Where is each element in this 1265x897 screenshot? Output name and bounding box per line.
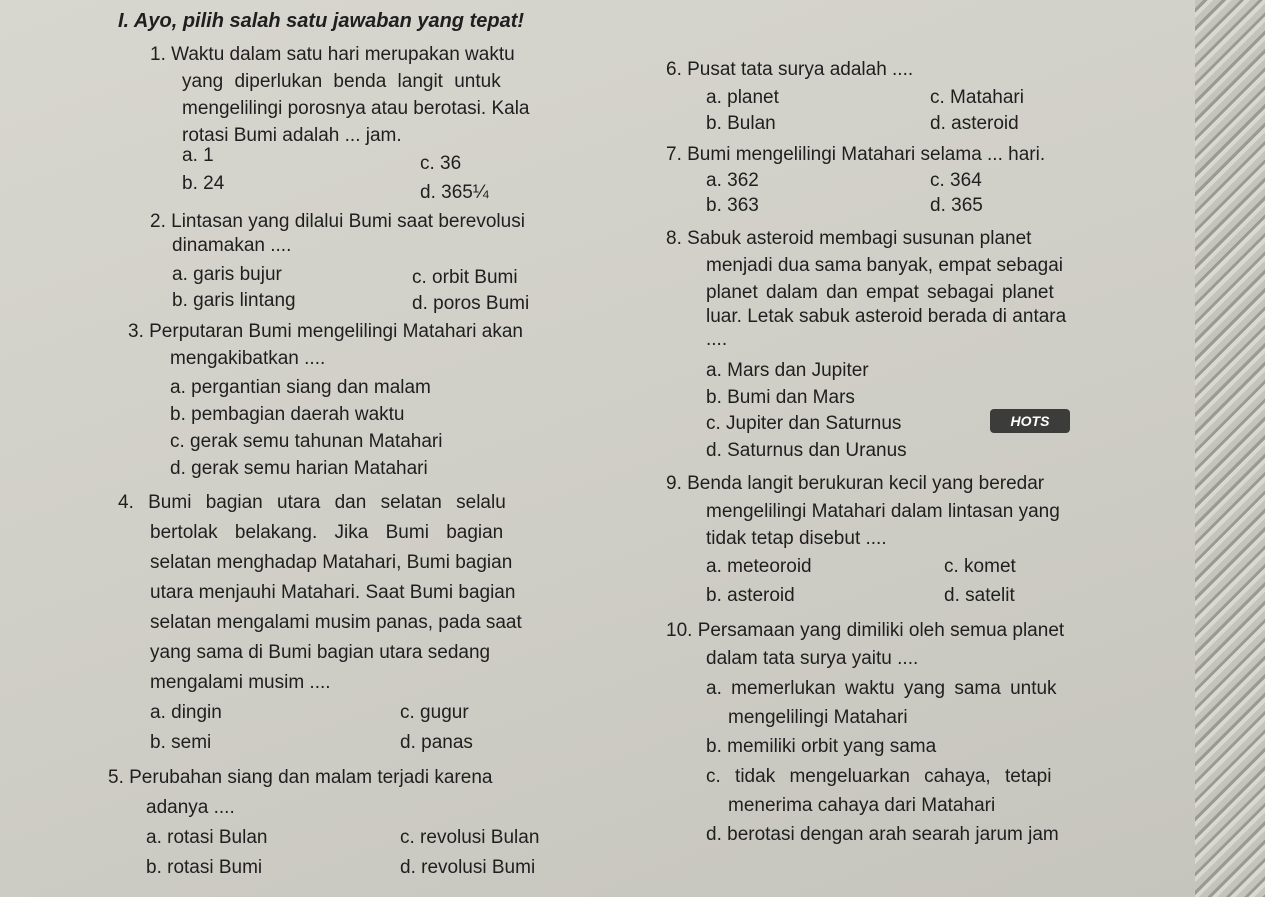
option-1a[interactable]: a. 1 bbox=[182, 145, 214, 166]
option-7a[interactable]: a. 362 bbox=[706, 170, 759, 191]
section-title: I. Ayo, pilih salah satu jawaban yang tepat! bbox=[118, 10, 525, 32]
question-9-text: tidak tetap disebut .... bbox=[706, 528, 887, 549]
option-7d[interactable]: d. 365 bbox=[930, 195, 983, 216]
option-2d[interactable]: d. poros Bumi bbox=[412, 293, 530, 314]
option-2b[interactable]: b. garis lintang bbox=[172, 290, 296, 311]
option-10c-continued: menerima cahaya dari Matahari bbox=[728, 795, 996, 816]
option-3b[interactable]: b. pembagian daerah waktu bbox=[170, 404, 405, 425]
option-9c[interactable]: c. komet bbox=[944, 556, 1016, 577]
question-3-text: mengakibatkan .... bbox=[170, 348, 326, 369]
option-10b[interactable]: b. memiliki orbit yang sama bbox=[706, 736, 937, 757]
question-10-text: 10. Persamaan yang dimiliki oleh semua planet bbox=[666, 620, 1065, 641]
option-2c[interactable]: c. orbit Bumi bbox=[412, 267, 518, 288]
option-8c[interactable]: c. Jupiter dan Saturnus bbox=[706, 413, 902, 434]
option-7c[interactable]: c. 364 bbox=[930, 170, 982, 191]
option-5d[interactable]: d. revolusi Bumi bbox=[400, 857, 536, 878]
question-6-text: 6. Pusat tata surya adalah .... bbox=[666, 59, 914, 80]
question-10-text: dalam tata surya yaitu .... bbox=[706, 648, 919, 669]
question-1-text: 1. Waktu dalam satu hari merupakan waktu bbox=[150, 44, 515, 65]
question-5-text: adanya .... bbox=[146, 797, 235, 818]
option-4c[interactable]: c. gugur bbox=[400, 702, 469, 723]
option-4a[interactable]: a. dingin bbox=[150, 702, 222, 723]
question-9-text: mengelilingi Matahari dalam lintasan yang bbox=[706, 501, 1060, 522]
option-10c[interactable]: c. tidak mengeluarkan cahaya, tetapi bbox=[706, 766, 1052, 787]
question-4-text: mengalami musim .... bbox=[150, 672, 331, 693]
question-4-text: bertolak belakang. Jika Bumi bagian bbox=[150, 522, 504, 543]
question-8-text: planet dalam dan empat sebagai planet bbox=[706, 282, 1054, 303]
question-2-text: dinamakan .... bbox=[172, 235, 292, 256]
option-3c[interactable]: c. gerak semu tahunan Matahari bbox=[170, 431, 443, 452]
option-8b[interactable]: b. Bumi dan Mars bbox=[706, 387, 855, 408]
question-1-text: yang diperlukan benda langit untuk bbox=[182, 71, 501, 92]
question-1-text: rotasi Bumi adalah ... jam. bbox=[182, 125, 402, 146]
option-9b[interactable]: b. asteroid bbox=[706, 585, 795, 606]
option-9a[interactable]: a. meteoroid bbox=[706, 556, 812, 577]
option-8d[interactable]: d. Saturnus dan Uranus bbox=[706, 440, 907, 461]
question-5-text: 5. Perubahan siang dan malam terjadi karena bbox=[108, 767, 493, 788]
option-5a[interactable]: a. rotasi Bulan bbox=[146, 827, 268, 848]
question-2-text: 2. Lintasan yang dilalui Bumi saat berevolusi bbox=[150, 211, 525, 232]
question-8-text: .... bbox=[706, 329, 728, 350]
option-5b[interactable]: b. rotasi Bumi bbox=[146, 857, 263, 878]
question-1-text: mengelilingi porosnya atau berotasi. Kala bbox=[182, 98, 530, 119]
question-4-text: selatan menghadap Matahari, Bumi bagian bbox=[150, 552, 513, 573]
question-8-text: luar. Letak sabuk asteroid berada di antara bbox=[706, 306, 1067, 327]
option-10a-continued: mengelilingi Matahari bbox=[728, 707, 908, 728]
question-7-text: 7. Bumi mengelilingi Matahari selama ... hari. bbox=[666, 144, 1046, 165]
option-4d[interactable]: d. panas bbox=[400, 732, 473, 753]
option-2a[interactable]: a. garis bujur bbox=[172, 264, 282, 285]
hots-badge: HOTS bbox=[990, 409, 1070, 433]
question-4-text: 4. Bumi bagian utara dan selatan selalu bbox=[118, 492, 506, 513]
question-8-text: menjadi dua sama banyak, empat sebagai bbox=[706, 255, 1064, 276]
option-6b[interactable]: b. Bulan bbox=[706, 113, 776, 134]
option-10d[interactable]: d. berotasi dengan arah searah jarum jam bbox=[706, 824, 1059, 845]
option-10a[interactable]: a. memerlukan waktu yang sama untuk bbox=[706, 678, 1057, 699]
option-1b[interactable]: b. 24 bbox=[182, 173, 225, 194]
page-edge bbox=[1195, 0, 1265, 897]
option-5c[interactable]: c. revolusi Bulan bbox=[400, 827, 540, 848]
option-3d[interactable]: d. gerak semu harian Matahari bbox=[170, 458, 428, 479]
question-9-text: 9. Benda langit berukuran kecil yang beredar bbox=[666, 473, 1045, 494]
option-1c[interactable]: c. 36 bbox=[420, 153, 462, 174]
option-1d[interactable]: d. 365¼ bbox=[420, 182, 489, 203]
question-4-text: utara menjauhi Matahari. Saat Bumi bagian bbox=[150, 582, 516, 603]
option-7b[interactable]: b. 363 bbox=[706, 195, 759, 216]
question-4-text: selatan mengalami musim panas, pada saat bbox=[150, 612, 522, 633]
option-4b[interactable]: b. semi bbox=[150, 732, 212, 753]
question-8-text: 8. Sabuk asteroid membagi susunan planet bbox=[666, 228, 1032, 249]
option-8a[interactable]: a. Mars dan Jupiter bbox=[706, 360, 869, 381]
question-4-text: yang sama di Bumi bagian utara sedang bbox=[150, 642, 491, 663]
question-3-text: 3. Perputaran Bumi mengelilingi Matahari akan bbox=[128, 321, 523, 342]
option-9d[interactable]: d. satelit bbox=[944, 585, 1015, 606]
option-6a[interactable]: a. planet bbox=[706, 87, 779, 108]
option-3a[interactable]: a. pergantian siang dan malam bbox=[170, 377, 431, 398]
option-6c[interactable]: c. Matahari bbox=[930, 87, 1024, 108]
option-6d[interactable]: d. asteroid bbox=[930, 113, 1019, 134]
